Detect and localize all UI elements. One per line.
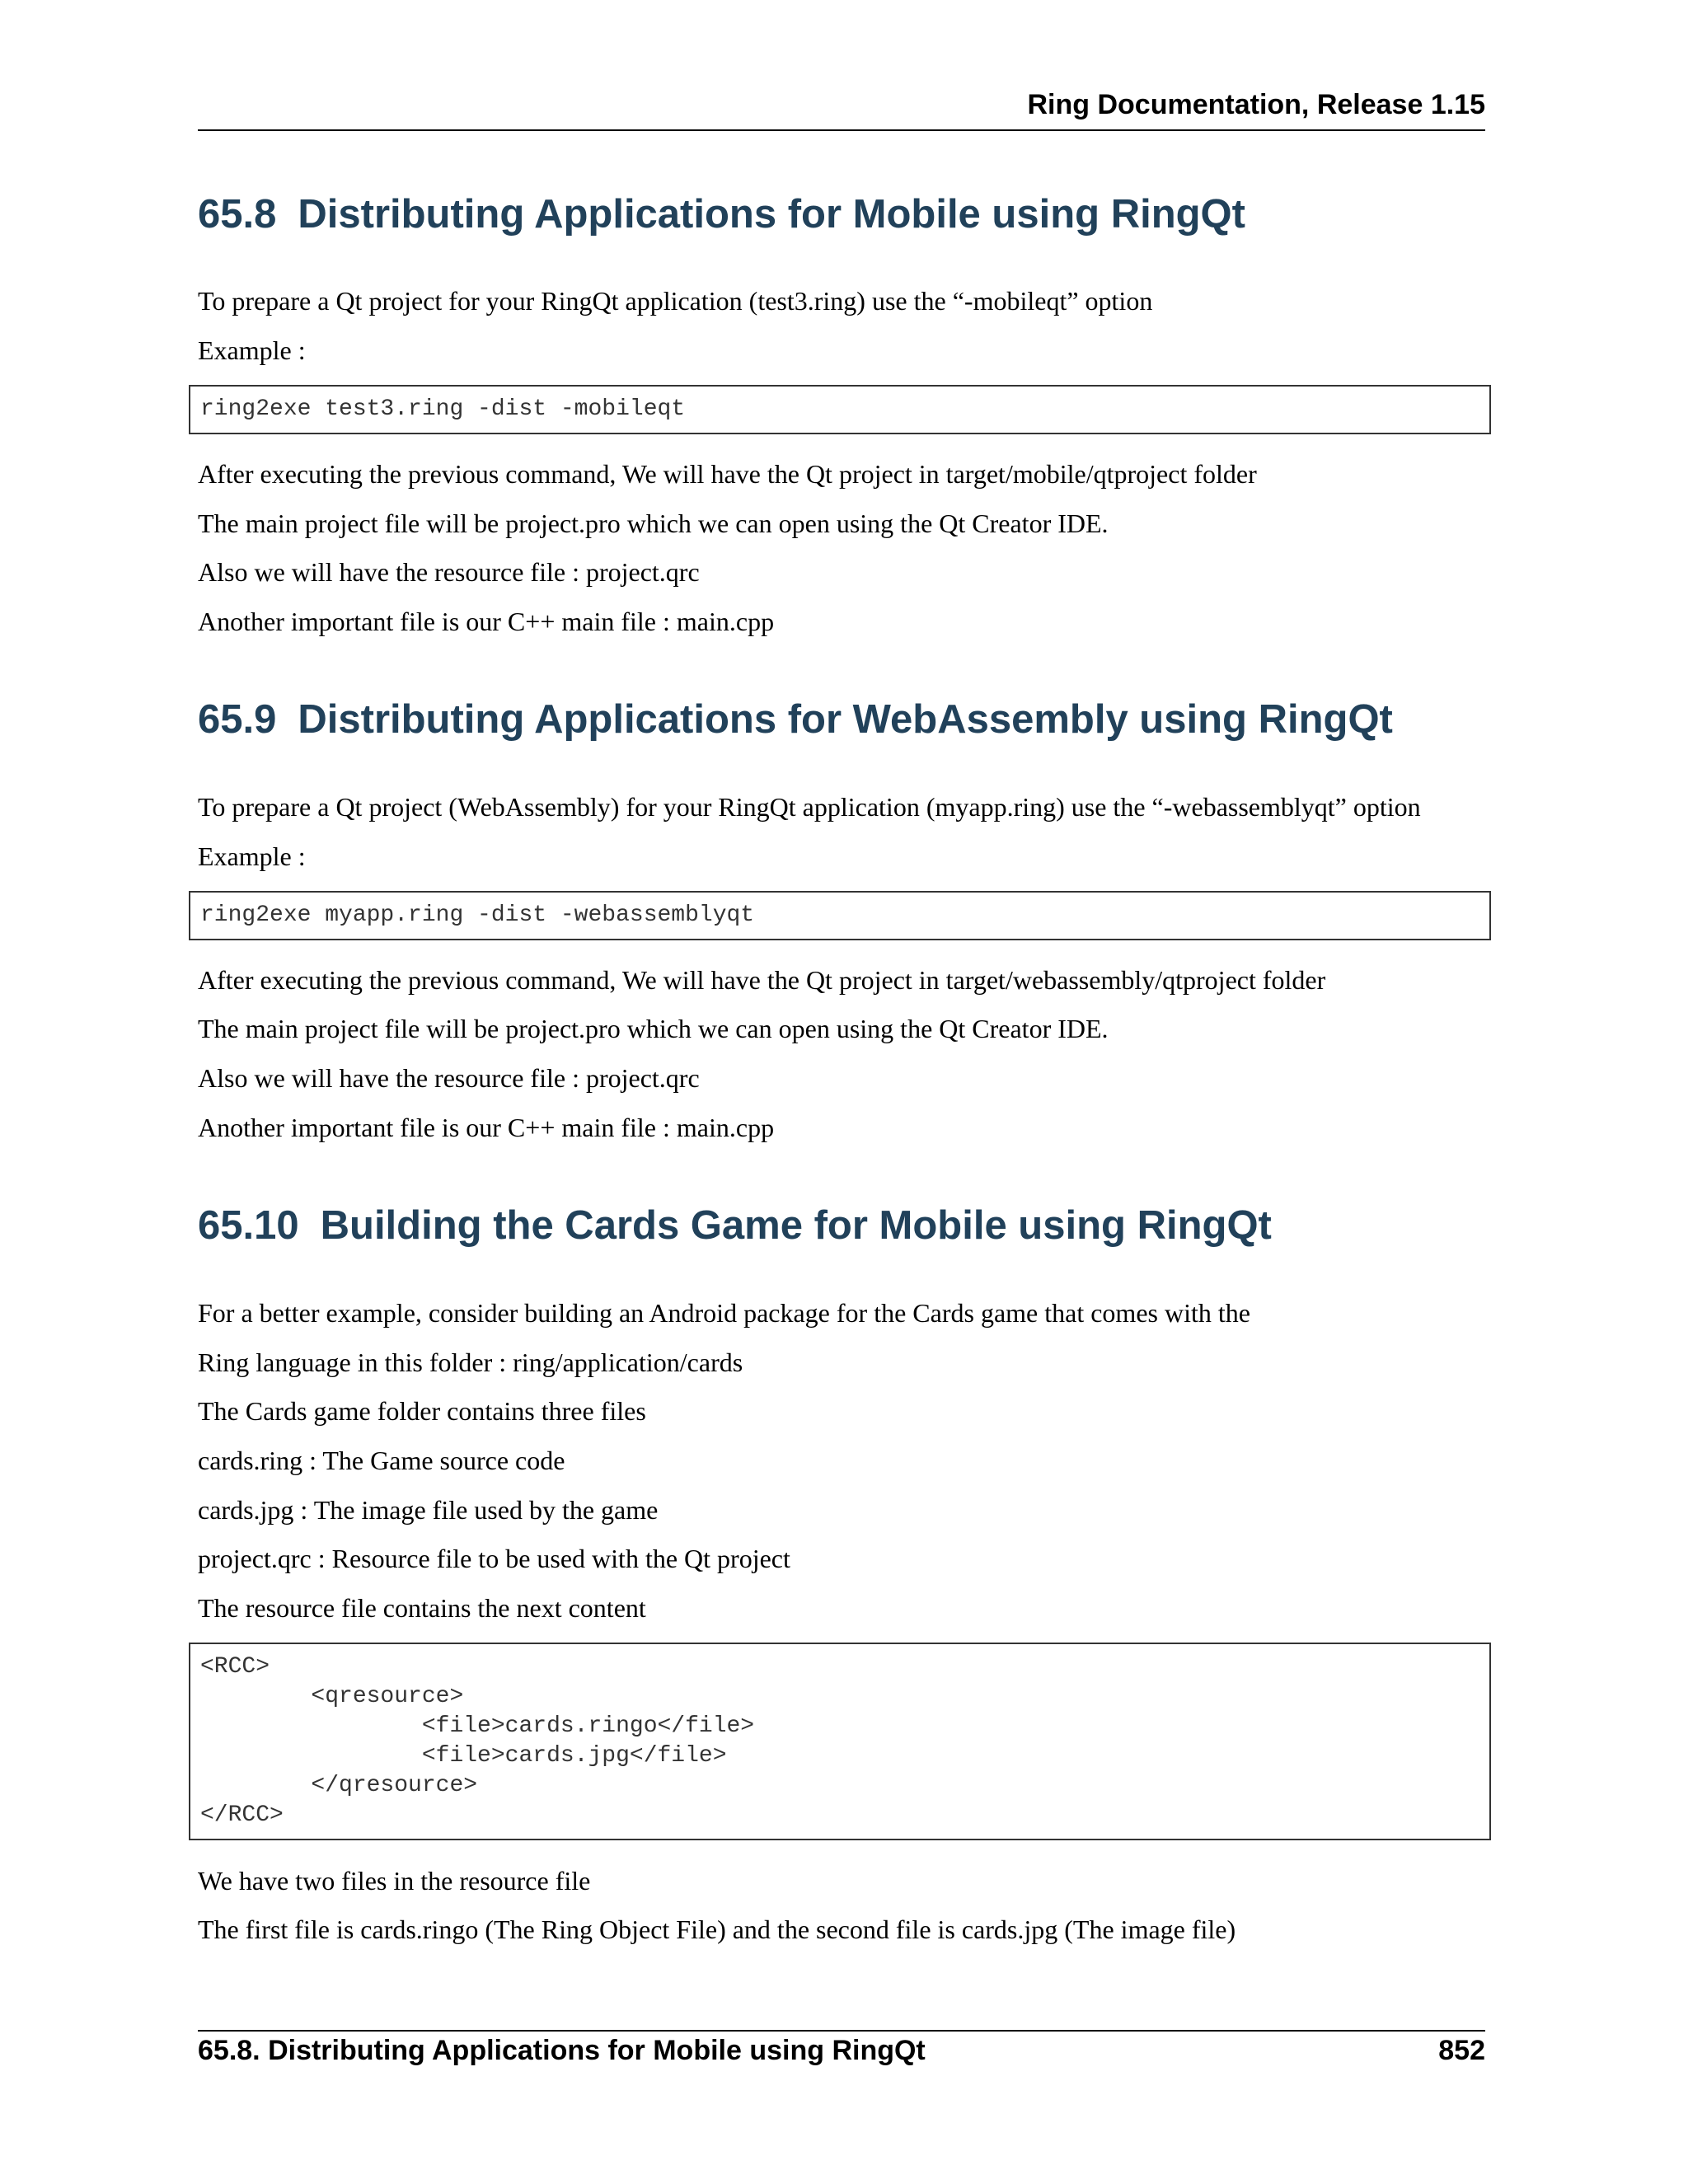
running-header: Ring Documentation, Release 1.15 [1027,89,1485,120]
paragraph: The resource file contains the next content [198,1593,646,1623]
paragraph: Also we will have the resource file : project.qrc [198,557,700,587]
footer-rule [198,2030,1485,2032]
paragraph: project.qrc : Resource file to be used with the Qt project [198,1544,790,1573]
paragraph: cards.ring : The Game source code [198,1446,565,1475]
paragraph: Another important file is our C++ main file : main.cpp [198,607,775,636]
paragraph: The main project file will be project.pro which we can open using the Qt Creator IDE. [198,1014,1109,1043]
paragraph: To prepare a Qt project for your RingQt application (test3.ring) use the “-mobileqt” option [198,286,1153,316]
paragraph: The Cards game folder contains three files [198,1396,646,1426]
section-heading-65-9 [198,696,1393,743]
header-rule [198,129,1485,131]
section-number: 65.8 [198,192,277,237]
code-block: ring2exe myapp.ring -dist -webassemblyqt [189,891,1491,940]
paragraph: Also we will have the resource file : project.qrc [198,1063,700,1093]
section-title: Building the Cards Game for Mobile using RingQt [320,1203,1272,1248]
paragraph: cards.jpg : The image file used by the game [198,1495,659,1525]
section-heading-65-8 [198,191,1245,237]
paragraph: For a better example, consider building an Android package for the Cards game that comes with the [198,1298,1250,1328]
paragraph: After executing the previous command, We will have the Qt project in target/webassembly/qtproject folder [198,965,1326,995]
page-number: 852 [1438,2035,1485,2066]
paragraph: To prepare a Qt project (WebAssembly) for your RingQt application (myapp.ring) use the “-webassemblyqt” option [198,792,1421,822]
code-block: ring2exe test3.ring -dist -mobileqt [189,385,1491,434]
paragraph: The main project file will be project.pro which we can open using the Qt Creator IDE. [198,509,1109,538]
section-title: Distributing Applications for Mobile using RingQt [298,192,1245,237]
code-block: <RCC> <qresource> <file>cards.ringo</file> <file>cards.jpg</file> </qresource> </RCC> [189,1643,1491,1840]
section-number: 65.9 [198,697,277,742]
section-title: Distributing Applications for WebAssembly using RingQt [298,697,1393,742]
example-label: Example : [198,841,306,871]
paragraph: After executing the previous command, We will have the Qt project in target/mobile/qtproject folder [198,459,1257,489]
paragraph: We have two files in the resource file [198,1866,591,1896]
section-number: 65.10 [198,1203,299,1248]
example-label: Example : [198,335,306,365]
paragraph: Another important file is our C++ main file : main.cpp [198,1113,775,1142]
paragraph: The first file is cards.ringo (The Ring Object File) and the second file is cards.jpg (The image file) [198,1915,1236,1944]
section-heading-65-10 [198,1202,1272,1249]
paragraph: Ring language in this folder : ring/application/cards [198,1347,743,1377]
footer-section-label: 65.8. Distributing Applications for Mobile using RingQt [198,2035,926,2066]
